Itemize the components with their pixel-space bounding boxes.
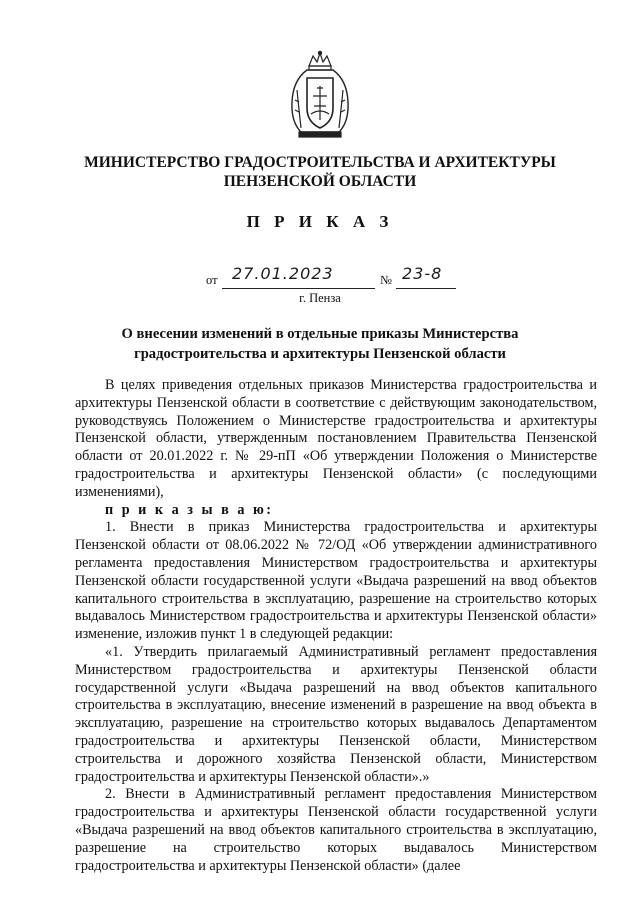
subject-line-2: градостроительства и архитектуры Пензенской области xyxy=(134,346,506,362)
order-subject xyxy=(60,324,580,364)
item-1-paragraph: 1. Внести в приказ Министерства градостроительства и архитектуры Пензенской области от 08.06.2022 № 72/ОД «Об утверждении административного регламента предоставления Министерством градостроительства и архитектуры Пензенской области государственной услуги «Выдача разрешений на ввод объектов капитального строительства в эксплуатацию, разрешение на строительство которых выдавалось Министерством градостроительства и архитектуры Пензенской области» изменение, изложив пункт 1 в следующей редакции: xyxy=(75,519,597,643)
preamble-paragraph: В целях приведения отдельных приказов Министерства градостроительства и архитектуры Пензенской области в соответствие с действующим законодательством, руководствуясь Положением о Министерстве градостроительства и архитектуры Пензенской области, утвержденным постановлением Правительства Пензенской области от 20.01.2022 г. № 29-пП «Об утверждении Положения о Министерстве градостроительства и архитектуры Пензенской области» (с последующими изменениями), xyxy=(75,377,597,500)
date-number-row xyxy=(0,264,640,294)
quoted-item-paragraph: «1. Утвердить прилагаемый Административный регламент предоставления Министерством градостроительства и архитектуры Пензенской области государственной услуги «Выдача разрешений на ввод объектов капитального строительства в эксплуатацию, внесение изменений в разрешение на ввод объекта в эксплуатацию, разрешение на строительство которых выдавалось Департаментом градостроительства и архитектуры Пензенской области, Министерством строительства и дорожного хозяйства Пензенской области, Министерством градостроительства и архитектуры Пензенской области».» xyxy=(75,643,597,785)
subject-line-1: О внесении изменений в отдельные приказы Министерства xyxy=(121,326,519,342)
order-title: П Р И К А З xyxy=(246,212,394,231)
ministry-line-2: ПЕНЗЕНСКОЙ ОБЛАСТИ xyxy=(223,173,417,190)
date-label: от xyxy=(206,273,218,287)
item-2-paragraph: 2. Внести в Административный регламент предоставления Министерством градостроительства и архитектуры Пензенской области государственной услуги «Выдача разрешений на ввод объектов капитального строительства в эксплуатацию, разрешение на строительство которых выдавалось Министерством градостроительства и архитектуры Пензенской области» (далее xyxy=(75,786,597,874)
order-word: п р и к а з ы в а ю: xyxy=(105,501,274,518)
number-underline xyxy=(396,288,456,289)
penza-coat-of-arms-icon xyxy=(287,50,353,140)
ministry-name xyxy=(40,153,600,191)
date-underline xyxy=(222,288,375,289)
number-handwritten: 23-8 xyxy=(402,264,443,283)
order-body xyxy=(75,377,597,875)
ministry-line-1: МИНИСТЕРСТВО ГРАДОСТРОИТЕЛЬСТВА И АРХИТЕКТУРЫ xyxy=(84,154,556,171)
date-handwritten: 27.01.2023 xyxy=(232,264,334,283)
number-label: № xyxy=(380,273,392,287)
city: г. Пенза xyxy=(299,291,341,305)
